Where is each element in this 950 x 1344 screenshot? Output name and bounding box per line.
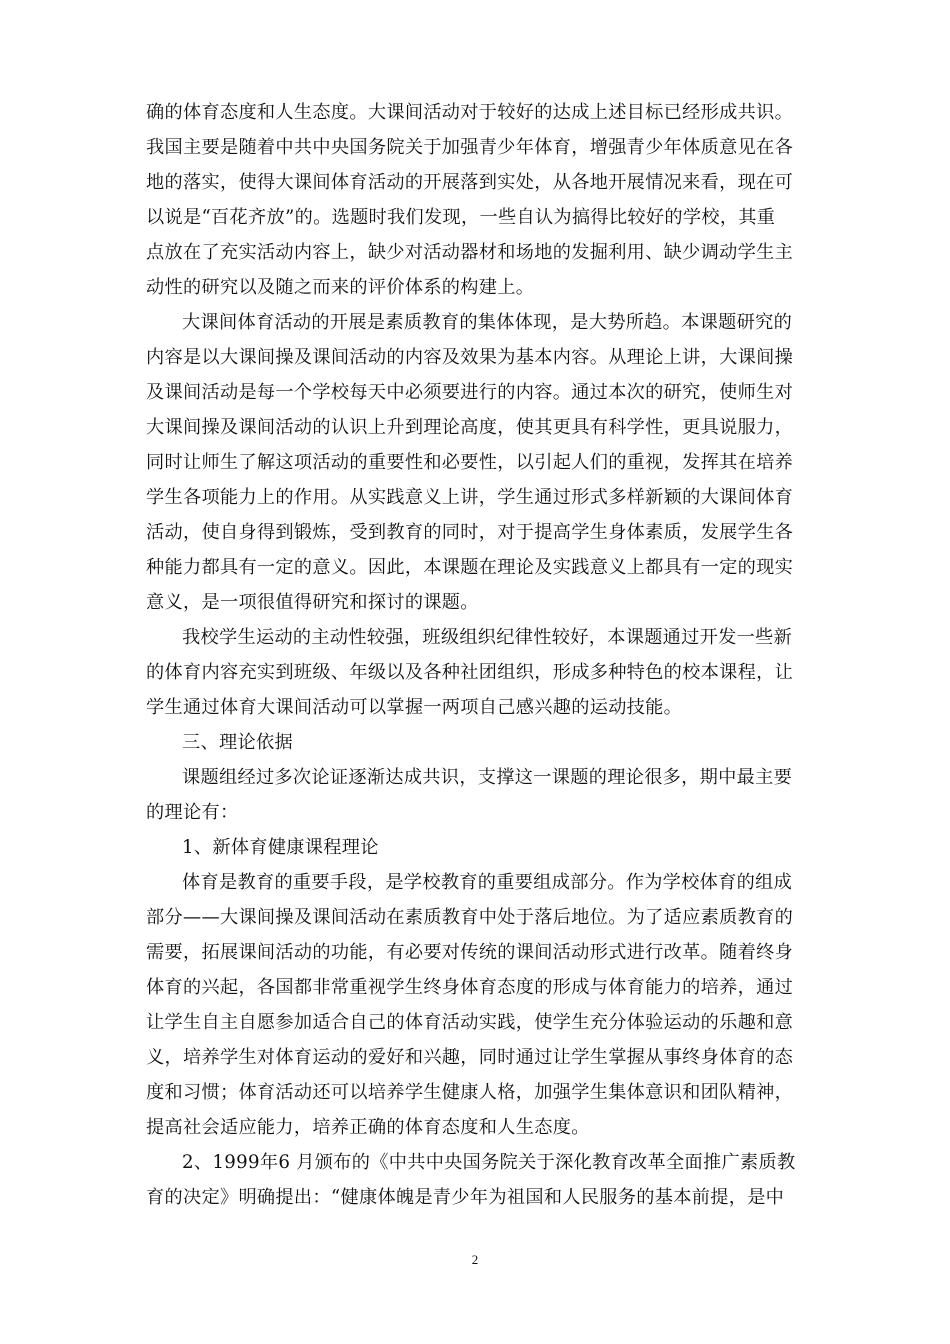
text-line: 课题组经过多次论证逐渐达成共识，支撑这一课题的理论很多，期中最主要 <box>182 767 793 788</box>
text-line: 大课间体育活动的开展是素质教育的集体体现，是大势所趋。本课题研究的 <box>182 312 793 333</box>
subsection-heading: 1、新体育健康课程理论 <box>182 837 379 858</box>
section-heading: 三、理论依据 <box>182 732 293 753</box>
text-line: 内容是以大课间操及课间活动的内容及效果为基本内容。从理论上讲，大课间操 <box>146 347 794 368</box>
text-line: 2、1999年6 月颁布的《中共中央国务院关于深化教育改革全面推广素质教 <box>182 1152 796 1173</box>
text-line: 体育的兴起，各国都非常重视学生终身体育态度的形成与体育能力的培养，通过 <box>146 977 794 998</box>
text-line: 提高社会适应能力，培养正确的体育态度和人生态度。 <box>146 1117 590 1138</box>
text-line: 及课间活动是每一个学校每天中必须要进行的内容。通过本次的研究，使师生对 <box>146 382 794 403</box>
text-line: 以说是“百花齐放”的。选题时我们发现，一些自认为搞得比较好的学校，其重 <box>146 207 776 228</box>
text-line: 确的体育态度和人生态度。大课间活动对于较好的达成上述目标已经形成共识。 <box>146 102 794 123</box>
text-line: 点放在了充实活动内容上，缺少对活动器材和场地的发掘利用、缺少调动学生主 <box>146 242 794 263</box>
text-line: 我国主要是随着中共中央国务院关于加强青少年体育，增强青少年体质意见在各 <box>146 137 794 158</box>
text-line: 地的落实，使得大课间体育活动的开展落到实处，从各地开展情况来看，现在可 <box>146 172 794 193</box>
text-line: 需要，拓展课间活动的功能，有必要对传统的课间活动形式进行改革。随着终身 <box>146 942 794 963</box>
text-line: 同时让师生了解这项活动的重要性和必要性，以引起人们的重视，发挥其在培养 <box>146 452 794 473</box>
text-line: 种能力都具有一定的意义。因此，本课题在理论及实践意义上都具有一定的现实 <box>146 557 794 578</box>
text-line: 度和习惯；体育活动还可以培养学生健康人格，加强学生集体意识和团队精神， <box>146 1082 794 1103</box>
text-line: 育的决定》明确提出：“健康体魄是青少年为祖国和人民服务的基本前提，是中 <box>146 1187 785 1208</box>
text-line: 大课间操及课间活动的认识上升到理论高度，使其更具有科学性，更具说服力， <box>146 417 794 438</box>
text-line: 学生各项能力上的作用。从实践意义上讲，学生通过形式多样新颖的大课间体育 <box>146 487 794 508</box>
text-line: 体育是教育的重要手段，是学校教育的重要组成部分。作为学校体育的组成 <box>182 872 793 893</box>
text-line: 义，培养学生对体育运动的爱好和兴趣，同时通过让学生掌握从事终身体育的态 <box>146 1047 794 1068</box>
text-line: 让学生自主自愿参加适合自己的体育活动实践，使学生充分体验运动的乐趣和意 <box>146 1012 794 1033</box>
text-line: 活动，使自身得到锻炼，受到教育的同时，对于提高学生身体素质，发展学生各 <box>146 522 794 543</box>
text-line: 动性的研究以及随之而来的评价体系的构建上。 <box>146 277 535 298</box>
page-number: 2 <box>471 1252 479 1267</box>
text-line: 学生通过体育大课间活动可以掌握一两项自己感兴趣的运动技能。 <box>146 697 683 718</box>
text-line: 的理论有： <box>146 802 239 823</box>
text-line: 我校学生运动的主动性较强，班级组织纪律性较好，本课题通过开发一些新 <box>182 627 793 648</box>
text-line: 意义，是一项很值得研究和探讨的课题。 <box>146 592 479 613</box>
text-line: 部分——大课间操及课间活动在素质教育中处于落后地位。为了适应素质教育的 <box>146 907 794 928</box>
text-line: 的体育内容充实到班级、年级以及各种社团组织，形成多种特色的校本课程，让 <box>146 662 794 683</box>
